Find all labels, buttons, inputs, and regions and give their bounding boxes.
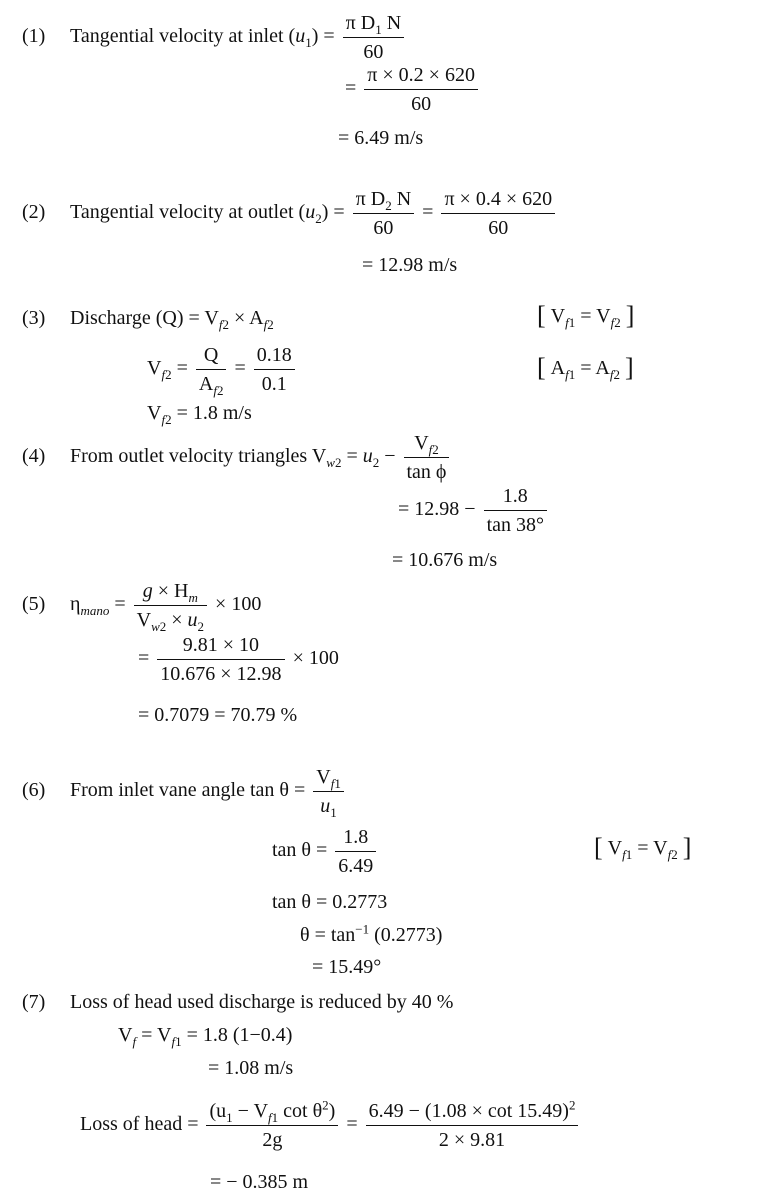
den: 6.49	[335, 851, 376, 877]
fraction: $\frac{6.49 - (1.08 \times \cot 15.49)^2}{2 \times 9.81}$	[366, 1100, 579, 1151]
step-3-line-2: $V_{f2}$ = $\frac{Q}{A_{f2}}$ = $\frac{0.18}{0.1}$	[147, 344, 298, 395]
step-label: (5)	[22, 593, 46, 616]
fraction	[364, 64, 478, 115]
step-7-line-3: = 1.08 m/s	[208, 1057, 294, 1079]
fraction	[484, 485, 547, 536]
step-text: Tangential velocity at inlet	[70, 25, 284, 48]
lhs: Loss of head =	[80, 1113, 199, 1136]
step-6-line-1	[22, 766, 347, 820]
den: 2 × 9.81	[366, 1125, 579, 1151]
step-6-line-4	[300, 921, 443, 946]
step-6-line-2	[272, 826, 379, 877]
bracket-var: A	[550, 357, 566, 379]
den: tan 38°	[484, 510, 547, 536]
fraction: $\frac{g \times H_m}{V_{w2} \times u_2}$	[134, 580, 207, 631]
fraction: $\frac{(u_1 - V_{f1} \cot \theta^2)}{2g}$	[206, 1100, 338, 1151]
num: π × 0.2 × 620	[367, 64, 475, 86]
step-text: Tangential velocity at outlet	[70, 201, 294, 224]
step-7-line-1	[22, 992, 453, 1012]
num: π D	[345, 12, 376, 34]
fraction: $\frac{Q}{A_{f2}}$	[196, 344, 227, 395]
num-part: )	[328, 1100, 336, 1122]
fraction: $\frac{V_{f1}}{u_1}$	[313, 766, 344, 817]
var: u	[305, 201, 316, 224]
step-7-line-2: $V_f = V_{f1} = 1.8$ (1−0.4)	[118, 1024, 293, 1049]
step-5-line-1: (5) $\eta_{mano}$ = $\frac{g \times H_m}{V_{w2} \times u_2}$ × 100	[22, 580, 262, 634]
num-end: N	[391, 188, 412, 210]
step-label: (7)	[22, 991, 46, 1013]
num-part: 6.49 − (1.08 × cot 15.49)	[368, 1100, 569, 1122]
num: 1.8	[343, 826, 369, 848]
step-label: (6)	[22, 779, 46, 802]
bracket-note-2: [ $A_{f1} = A_{f2}$ ]	[537, 353, 634, 382]
step-1-line-1: (1) Tangential velocity at inlet $(u_1)$ = $\frac{\pi D_1 N}{60}$	[22, 12, 407, 63]
bracket-var: V	[550, 305, 566, 327]
bracket-note-1: [ $V_{f1} = V_{f2}$ ]	[537, 301, 635, 330]
step-4-result: = 10.676 m/s	[392, 549, 498, 571]
fraction	[441, 188, 555, 239]
var-sub: 1	[305, 35, 312, 51]
sub: f2	[263, 317, 274, 332]
den: 2g	[206, 1125, 338, 1151]
num: 0.18	[256, 344, 292, 366]
den: 0.1	[254, 369, 295, 395]
result: = 1.8 m/s	[176, 402, 252, 424]
fraction	[343, 12, 405, 63]
den: tan ϕ	[404, 457, 450, 483]
step-label: (2)	[22, 201, 46, 224]
step-text: From outlet velocity triangles V	[70, 445, 327, 468]
lhs: tan θ =	[272, 839, 328, 862]
num-part: − V	[232, 1100, 269, 1122]
step-5-line-2: = $\frac{9.81 \times 10}{10.676 \times 12.98}$ × 100	[138, 634, 339, 685]
step-text: Loss of head used discharge is reduced by 40 %	[70, 991, 454, 1013]
step-4-line-2	[398, 485, 550, 536]
step-1-result: = 6.49 m/s	[338, 127, 424, 149]
times: × 100	[292, 647, 339, 670]
den: 10.676 × 12.98	[157, 659, 284, 685]
step-text: Discharge (Q) = V	[70, 307, 219, 329]
sup: −1	[355, 921, 370, 937]
rhs: (0.2773)	[369, 924, 443, 946]
fraction: $\frac{V_{f2}}{\text{tan ϕ}}$	[404, 432, 450, 483]
num: 9.81 × 10	[182, 634, 260, 656]
den: 60	[364, 89, 478, 115]
step-3-result: $V_{f2} = 1.8$ m/s	[147, 402, 252, 427]
sub: f2	[218, 317, 229, 332]
num: π × 0.4 × 620	[444, 188, 553, 210]
step-label: (4)	[22, 445, 46, 468]
step-2-line-1: (2) Tangential velocity at outlet $(u_2)$ = $\frac{\pi D_2 N}{60}$ = $\frac{\pi \times 0.4 \times 620}{60}$	[22, 188, 558, 239]
var: u	[295, 25, 306, 48]
step-5-result: = 0.7079 = 70.79 %	[138, 704, 298, 726]
fraction	[335, 826, 376, 877]
step-6-line-3: tan θ = 0.2773	[272, 891, 388, 913]
lhs: θ = tan	[300, 924, 356, 946]
step-2-result: = 12.98 m/s	[362, 254, 458, 276]
step-label: (3)	[22, 307, 46, 329]
num-part: cot θ	[278, 1100, 323, 1122]
var-sub: 2	[315, 211, 322, 227]
den: 60	[441, 213, 555, 239]
fraction	[254, 344, 295, 395]
num: Q	[203, 344, 219, 366]
step-6-line-5: = 15.49°	[312, 956, 382, 978]
step-7-line-4: Loss of head = $\frac{(u_1 - V_{f1} \cot \theta^2)}{2g}$ = $\frac{6.49 - (1.08 \times \cot 15.49)^2}{2 \times 9.81}$	[80, 1100, 581, 1151]
step-4-line-1: (4) From outlet velocity triangles $V_{w2} = u_2$ − $\frac{V_{f2}}{\text{tan ϕ}}$	[22, 432, 452, 483]
lhs: = 12.98 −	[398, 498, 476, 521]
step-3-line-1: (3) Discharge $(Q) = V_{f2} \times A_{f2}$	[22, 307, 274, 332]
times: × 100	[215, 593, 262, 616]
num-sub: 2	[385, 198, 392, 213]
fraction	[157, 634, 284, 685]
eta-sub: mano	[80, 603, 110, 619]
den: 60	[353, 213, 415, 239]
num: π D	[355, 188, 386, 210]
fraction	[353, 188, 415, 239]
step-text: From inlet vane angle tan θ =	[70, 779, 306, 802]
num: 1.8	[502, 485, 528, 507]
den: 60	[343, 37, 405, 63]
step-1-line-2: = $\frac{\pi \times 0.2 \times 620}{60}$	[345, 64, 481, 115]
rhs: = 1.8 (1−0.4)	[181, 1024, 293, 1046]
num-sub: 1	[375, 22, 382, 37]
bracket-note-3: [ $V_{f1} = V_{f2}$ ]	[594, 833, 692, 862]
eta: η	[70, 593, 81, 616]
step-label: (1)	[22, 25, 46, 48]
num-end: N	[381, 12, 402, 34]
step-7-result: = − 0.385 m	[210, 1171, 309, 1193]
num-part: (u	[209, 1100, 227, 1122]
